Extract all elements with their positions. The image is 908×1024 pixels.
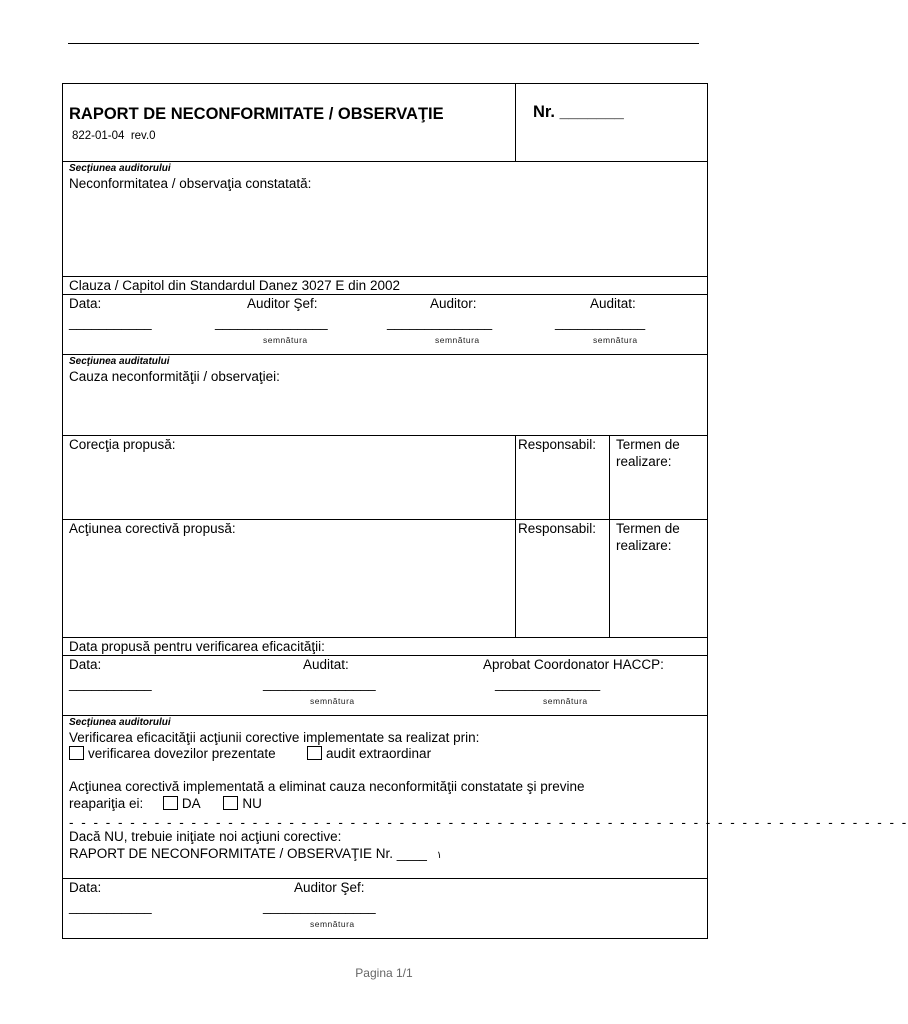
signature-caption: semnătura [435,335,480,345]
auditee-signature-line[interactable]: _______________ [263,676,376,691]
auditor-section-label: Secţiunea auditorului [69,163,171,174]
auditor-signature-line[interactable]: ______________ [387,315,493,330]
signature-caption: semnătura [263,335,308,345]
lead-auditor-signature-line[interactable]: _______________ [263,899,376,914]
effectiveness-statement: Acţiunea corectivă implementată a eliminat cauza neconformităţii constatate şi previne [69,779,585,794]
cause-label: Cauza neconformităţii / observaţiei: [69,369,280,384]
signature-caption: semnătura [310,919,355,929]
finding-text-area[interactable] [63,192,707,275]
auditor-label: Auditor: [430,296,477,311]
signature-caption: semnătura [543,696,588,706]
column-divider [609,435,610,637]
auditee-signature-line[interactable]: ____________ [555,315,646,330]
page-number: Pagina 1/1 [355,966,413,980]
date-label: Data: [69,657,102,672]
no-checkbox[interactable] [223,796,238,810]
divider [63,435,707,436]
deadline-label: Termen de realizare: [616,521,680,553]
divider [63,715,707,716]
responsible-label: Responsabil: [518,437,597,452]
cause-text-area[interactable] [63,385,707,435]
divider [63,161,707,162]
divider [63,637,707,638]
extra-audit-checkbox[interactable] [307,746,322,760]
report-title: RAPORT DE NECONFORMITATE / OBSERVAŢIE [69,105,444,123]
divider [63,878,707,879]
dashed-separator: - - - - - - - - - - - - - - - - - - - - - - - - - - - - - - - - - - - - - - - - - - - - - - - - - - - - - - - - - - - - - - - - - - - - - [69,815,908,830]
haccp-signature-line[interactable]: ______________ [495,676,601,691]
header-divider [515,84,516,161]
correction-label: Corecţia propusă: [69,437,176,452]
verification-date-label[interactable]: Data propusă pentru verificarea eficacităţii: [69,639,325,654]
date-signature-line[interactable]: ___________ [69,315,152,330]
lead-auditor-label: Auditor Şef: [294,880,365,895]
document-code: 822-01-04 rev.0 [72,130,156,142]
divider [63,294,707,295]
verification-section-label: Secţiunea auditorului [69,717,171,728]
signature-caption: semnătura [310,696,355,706]
evidence-option[interactable]: verificarea dovezilor prezentate [69,746,276,762]
date-signature-line[interactable]: ___________ [69,676,152,691]
corrective-action-text-area[interactable] [63,537,515,637]
signature-caption: semnătura [593,335,638,345]
responsible-label: Responsabil: [518,521,597,536]
divider [63,354,707,355]
if-no-label: Dacă NU, trebuie iniţiate noi acţiuni corective: [69,829,342,844]
corrective-action-label: Acţiunea corectivă propusă: [69,521,236,536]
date-label: Data: [69,880,102,895]
top-rule [68,43,699,44]
auditee-section-label: Secţiunea auditatului [69,356,170,367]
divider [63,655,707,656]
divider [63,519,707,520]
auditee-label: Auditat: [590,296,636,311]
report-number-field[interactable]: Nr. _______ [533,103,624,121]
deadline-label: Termen de realizare: [616,437,680,469]
lead-auditor-label: Auditor Şef: [247,296,318,311]
extra-audit-option[interactable]: audit extraordinar [307,746,431,762]
yes-checkbox[interactable] [163,796,178,810]
verification-method-label: Verificarea eficacităţii acţiunii corective implementate sa realizat prin: [69,730,480,745]
evidence-checkbox[interactable] [69,746,84,760]
recurrence-line: reapariţia ei: DA NU [69,796,262,811]
finding-label: Neconformitatea / observaţia constatată: [69,176,312,191]
date-label: Data: [69,296,102,311]
lead-auditor-signature-line[interactable]: _______________ [215,315,328,330]
column-divider [515,435,516,637]
date-signature-line[interactable]: ___________ [69,899,152,914]
clause-label[interactable]: Clauza / Capitol din Standardul Danez 3027 E din 2002 [69,278,400,293]
divider [63,276,707,277]
haccp-approval-label: Aprobat Coordonator HACCP: [483,657,664,672]
new-report-reference[interactable]: RAPORT DE NECONFORMITATE / OBSERVAŢIE Nr. ____ ١ [69,846,442,861]
nonconformity-report-form [62,83,908,939]
correction-text-area[interactable] [63,453,515,519]
auditee-label: Auditat: [303,657,349,672]
